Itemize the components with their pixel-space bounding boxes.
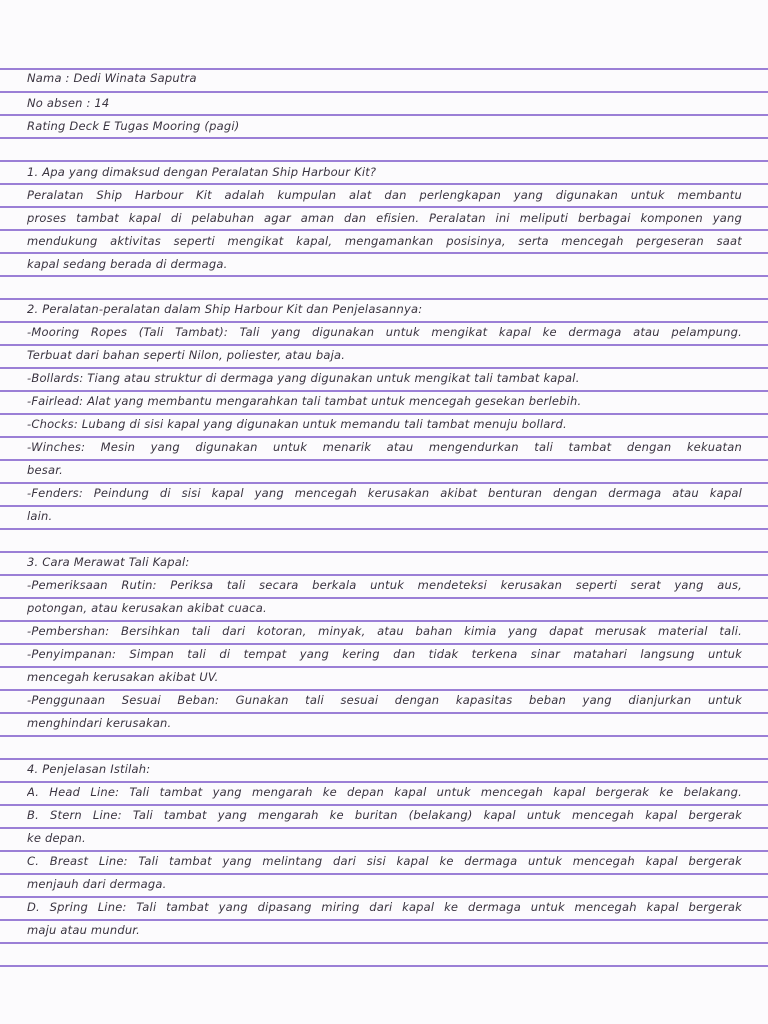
section-3-line: -Pemeriksaan Rutin: Periksa tali secara berkala untuk mendeteksi kerusakan seperti serat yang aus, bbox=[27, 578, 742, 592]
section-1-line: proses tambat kapal di pelabuhan agar aman dan efisien. Peralatan ini meliputi berbagai komponen yang bbox=[27, 211, 742, 225]
section-1-heading: 1. Apa yang dimaksud dengan Peralatan Ship Harbour Kit? bbox=[27, 165, 377, 179]
section-1-line: kapal sedang berada di dermaga. bbox=[27, 257, 228, 271]
section-4-line: ke depan. bbox=[27, 831, 86, 845]
section-2-line: -Mooring Ropes (Tali Tambat): Tali yang digunakan untuk mengikat kapal ke dermaga atau pelampung. bbox=[27, 325, 742, 339]
section-1-line: mendukung aktivitas seperti mengikat kapal, mengamankan posisinya, serta mencegah pergeseran saat bbox=[27, 234, 742, 248]
section-4-line: C. Breast Line: Tali tambat yang melintang dari sisi kapal ke dermaga untuk mencegah kapal bergerak bbox=[27, 854, 742, 868]
section-2-line: -Fenders: Peindung di sisi kapal yang mencegah kerusakan akibat benturan dengan dermaga atau kapal bbox=[27, 486, 742, 500]
section-2-line: -Winches: Mesin yang digunakan untuk menarik atau mengendurkan tali tambat dengan kekuatan bbox=[27, 440, 742, 454]
section-4-line: B. Stern Line: Tali tambat yang mengarah ke buritan (belakang) kapal untuk mencegah kapal bergerak bbox=[27, 808, 742, 822]
section-3-line: -Penyimpanan: Simpan tali di tempat yang kering dan tidak terkena sinar matahari langsung untuk bbox=[27, 647, 742, 661]
section-3-line: potongan, atau kerusakan akibat cuaca. bbox=[27, 601, 267, 615]
section-2-line: Terbuat dari bahan seperti Nilon, poliester, atau baja. bbox=[27, 348, 346, 362]
section-2-line: -Bollards: Tiang atau struktur di dermaga yang digunakan untuk mengikat tali tambat kapal. bbox=[27, 371, 580, 385]
section-4-line: D. Spring Line: Tali tambat yang dipasang miring dari kapal ke dermaga untuk mencegah kapal bergerak bbox=[27, 900, 742, 914]
section-3-line: mencegah kerusakan akibat UV. bbox=[27, 670, 219, 684]
attendance-number: No absen : 14 bbox=[27, 96, 110, 110]
ruled-line bbox=[0, 735, 768, 737]
section-1-line: Peralatan Ship Harbour Kit adalah kumpulan alat dan perlengkapan yang digunakan untuk membantu bbox=[27, 188, 742, 202]
section-4-heading: 4. Penjelasan Istilah: bbox=[27, 762, 151, 776]
section-3-line: menghindari kerusakan. bbox=[27, 716, 172, 730]
section-2-line: besar. bbox=[27, 463, 63, 477]
student-name: Nama : Dedi Winata Saputra bbox=[27, 71, 197, 85]
section-3-line: -Pembershan: Bersihkan tali dari kotoran, minyak, atau bahan kimia yang dapat merusak material tali. bbox=[27, 624, 742, 638]
section-2-line: -Fairlead: Alat yang membantu mengarahkan tali tambat untuk mencegah gesekan berlebih. bbox=[27, 394, 582, 408]
ruled-line bbox=[0, 942, 768, 944]
section-2-heading: 2. Peralatan-peralatan dalam Ship Harbour Kit dan Penjelasannya: bbox=[27, 302, 423, 316]
section-4-line: menjauh dari dermaga. bbox=[27, 877, 167, 891]
section-4-line: maju atau mundur. bbox=[27, 923, 141, 937]
section-2-line: lain. bbox=[27, 509, 53, 523]
class-assignment-title: Rating Deck E Tugas Mooring (pagi) bbox=[27, 119, 240, 133]
section-3-line: -Penggunaan Sesuai Beban: Gunakan tali sesuai dengan kapasitas beban yang dianjurkan untuk bbox=[27, 693, 742, 707]
ruled-line bbox=[0, 528, 768, 530]
section-2-line: -Chocks: Lubang di sisi kapal yang digunakan untuk memandu tali tambat menuju bollard. bbox=[27, 417, 567, 431]
section-3-heading: 3. Cara Merawat Tali Kapal: bbox=[27, 555, 190, 569]
section-4-line: A. Head Line: Tali tambat yang mengarah ke depan kapal untuk mencegah kapal bergerak ke belakang. bbox=[27, 785, 742, 799]
ruled-line bbox=[0, 965, 768, 967]
